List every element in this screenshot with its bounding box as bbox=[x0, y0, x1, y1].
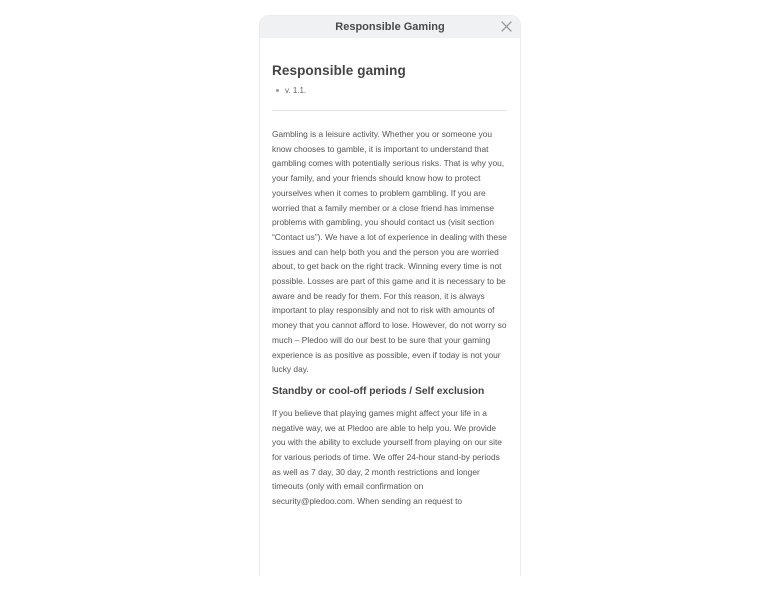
modal-header bbox=[260, 16, 520, 38]
modal-title: Responsible Gaming bbox=[335, 21, 445, 33]
version-line bbox=[272, 86, 507, 95]
self-exclusion-paragraph: If you believe that playing games might affect your life in a negative way, we at Pledoo are able to help you. We provide you with the ability to exclude yourself from playing on our site for various periods of time. We offer 24-hour stand-by periods as well as 7 day, 30 day, 2 month restrictions and longer timeouts (only with email confirmation on security@pledoo.com. When sending an request to bbox=[272, 407, 502, 507]
version-label: v. 1.1. bbox=[285, 86, 307, 95]
responsible-gaming-modal bbox=[259, 15, 521, 576]
intro-paragraph: Gambling is a leisure activity. Whether you or someone you know chooses to gamble, it is important to understand that gambling comes with potentially serious risks. That is why you, your family, and your friends should know how to protect yourselves when it comes to problem gambling. If you are worried that a family member or a close friend has immense problems with gambling, you should contact us (visit section “Contact us”). We have a lot of experience in dealing with these issues and can help both you and the person you are worried about, to get back on the right track. Winning every time is not possible. Losses are part of this game and it is necessary to be aware and be ready for them. For this reason, it is always important to play responsibly and not to risk with amounts of money that you cannot afford to lose. However, do not worry so much – Pledoo will do our best to be sure that your gaming experience is as positive as possible, even if today is not your lucky day. bbox=[272, 129, 507, 375]
close-icon[interactable] bbox=[500, 20, 513, 33]
bullet-icon bbox=[276, 89, 279, 92]
divider bbox=[272, 110, 507, 111]
page-title: Responsible gaming bbox=[272, 63, 406, 78]
modal-content[interactable] bbox=[260, 38, 520, 509]
section-heading: Standby or cool-off periods / Self exclusion bbox=[272, 385, 485, 397]
